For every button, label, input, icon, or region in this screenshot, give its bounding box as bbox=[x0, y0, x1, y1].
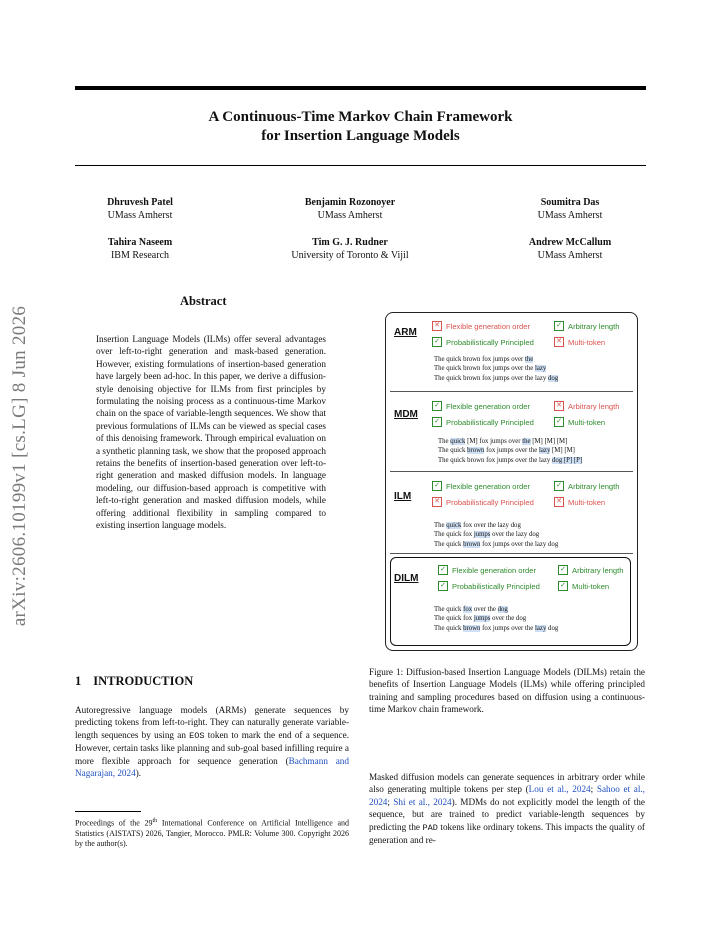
highlighted-token: the bbox=[525, 356, 534, 363]
panel-divider bbox=[390, 391, 633, 392]
example-sentence bbox=[434, 614, 526, 623]
highlighted-token: brown bbox=[467, 447, 485, 455]
footnote-rule bbox=[75, 811, 141, 812]
highlighted-token: brown bbox=[463, 540, 481, 548]
author-block bbox=[500, 236, 640, 262]
sentence-text: The quick bbox=[434, 606, 464, 613]
highlighted-token: quick bbox=[450, 438, 466, 445]
property-check bbox=[558, 565, 624, 575]
checkmark-icon: ✓ bbox=[554, 481, 564, 491]
title-top-rule bbox=[75, 86, 646, 90]
author-affiliation: UMass Amherst bbox=[537, 250, 603, 261]
checkmark-icon: ✓ bbox=[558, 581, 568, 591]
property-label: Probabilistically Principled bbox=[446, 337, 534, 347]
example-sentence bbox=[434, 364, 546, 373]
citation-link[interactable]: Shi et al., 2024 bbox=[393, 796, 452, 807]
sentence-text: The quick brown fox jumps over the bbox=[434, 365, 535, 373]
cross-icon: ✕ bbox=[554, 497, 564, 507]
intro-paragraph bbox=[75, 704, 349, 779]
property-cross bbox=[554, 497, 605, 507]
property-check bbox=[438, 581, 540, 591]
text-run: ; bbox=[387, 796, 394, 807]
abstract-heading: Abstract bbox=[180, 294, 227, 308]
sentence-text: The bbox=[438, 438, 451, 445]
cross-icon: ✕ bbox=[554, 401, 564, 411]
highlighted-token: dog bbox=[548, 374, 559, 382]
property-check bbox=[438, 565, 536, 575]
author-block bbox=[75, 236, 205, 262]
property-check bbox=[432, 401, 530, 411]
property-label: Probabilistically Principled bbox=[446, 497, 534, 507]
sentence-text: over the bbox=[472, 606, 498, 613]
panel-divider bbox=[390, 553, 633, 554]
property-cross bbox=[554, 401, 620, 411]
footnote bbox=[75, 816, 349, 849]
sentence-text: The quick brown fox jumps over bbox=[434, 356, 525, 363]
property-check bbox=[558, 581, 609, 591]
model-label-ilm: ILM bbox=[394, 491, 412, 502]
author-name: Tim G. J. Rudner bbox=[312, 237, 388, 248]
property-label: Arbitrary length bbox=[572, 565, 624, 575]
sentence-text: The bbox=[434, 522, 447, 529]
property-label: Probabilistically Principled bbox=[452, 581, 540, 591]
property-label: Arbitrary length bbox=[568, 401, 620, 411]
highlighted-token: lazy bbox=[535, 365, 547, 373]
highlighted-token: jumps bbox=[473, 615, 491, 623]
author-affiliation: UMass Amherst bbox=[317, 210, 383, 221]
highlighted-token: jumps bbox=[473, 531, 491, 539]
author-affiliation: University of Toronto & Vijil bbox=[291, 250, 409, 261]
highlighted-token: lazy bbox=[535, 624, 547, 632]
checkmark-icon: ✓ bbox=[554, 321, 564, 331]
example-sentence bbox=[434, 530, 539, 539]
example-sentence bbox=[438, 456, 582, 465]
paper-title bbox=[75, 108, 646, 146]
property-check bbox=[554, 321, 620, 331]
property-label: Flexible generation order bbox=[446, 321, 531, 331]
author-block bbox=[260, 196, 440, 222]
author-affiliation: UMass Amherst bbox=[537, 210, 603, 221]
sentence-text: fox jumps over the bbox=[484, 447, 540, 455]
title-bottom-rule bbox=[75, 165, 646, 166]
highlighted-token: dog bbox=[497, 606, 508, 613]
highlighted-token: the bbox=[522, 438, 531, 445]
example-sentence bbox=[434, 624, 558, 633]
highlighted-token: dog [P] [P] bbox=[552, 456, 583, 464]
text-run: Autoregressive language models (ARMs) generate sequences by predicting tokens from left-to-right. They can naturally generate variable-length sequences by using an bbox=[75, 705, 349, 740]
property-label: Probabilistically Principled bbox=[446, 417, 534, 427]
property-label: Flexible generation order bbox=[446, 401, 531, 411]
text-run: ; bbox=[590, 784, 597, 795]
sentence-text: fox over the lazy dog bbox=[461, 522, 521, 529]
property-label: Multi-token bbox=[568, 337, 606, 347]
example-sentence bbox=[434, 540, 558, 549]
example-sentence bbox=[434, 374, 558, 383]
sentence-text: The quick bbox=[434, 624, 464, 632]
sentence-text: [M] fox jumps over bbox=[465, 438, 523, 445]
example-sentence bbox=[434, 605, 508, 614]
author-name: Dhruvesh Patel bbox=[107, 197, 173, 208]
author-affiliation: UMass Amherst bbox=[107, 210, 173, 221]
property-label: Multi-token bbox=[568, 497, 606, 507]
property-check bbox=[554, 481, 620, 491]
property-label: Flexible generation order bbox=[446, 481, 531, 491]
text-run: ). MDMs do not explicitly model the length of the sequence, but are trained to predict variable-length sequences by predicting the bbox=[369, 796, 645, 832]
citation-link[interactable]: Bachmann and Nagarajan, 2024 bbox=[75, 755, 349, 779]
author-block bbox=[75, 196, 205, 222]
cross-icon: ✕ bbox=[554, 337, 564, 347]
sentence-text: [M] [M] bbox=[550, 447, 575, 455]
example-sentence bbox=[434, 355, 533, 364]
section-title: INTRODUCTION bbox=[93, 674, 194, 688]
sentence-text: The quick fox bbox=[434, 531, 474, 539]
cross-icon: ✕ bbox=[432, 321, 442, 331]
author-name: Soumitra Das bbox=[540, 197, 600, 208]
citation-link[interactable]: Sahoo et al., 2024 bbox=[369, 784, 645, 807]
model-label-dilm: DILM bbox=[394, 573, 419, 584]
property-check bbox=[432, 337, 534, 347]
sentence-text: The quick brown fox jumps over the lazy bbox=[438, 456, 553, 464]
checkmark-icon: ✓ bbox=[432, 481, 442, 491]
property-label: Arbitrary length bbox=[568, 481, 620, 491]
highlighted-token: lazy bbox=[539, 447, 551, 455]
sentence-text: over the lazy dog bbox=[490, 531, 540, 539]
model-label-arm: ARM bbox=[394, 327, 417, 338]
figure-1 bbox=[385, 312, 638, 651]
superscript: th bbox=[152, 818, 158, 824]
checkmark-icon: ✓ bbox=[432, 417, 442, 427]
property-cross bbox=[554, 337, 605, 347]
property-label: Multi-token bbox=[568, 417, 606, 427]
property-cross bbox=[432, 497, 534, 507]
property-label: Flexible generation order bbox=[452, 565, 537, 575]
author-block bbox=[500, 196, 640, 222]
checkmark-icon: ✓ bbox=[438, 565, 448, 575]
text-run: tokens like ordinary tokens. This impacts the quality of generation and re- bbox=[369, 821, 645, 846]
right-column-paragraph bbox=[369, 771, 645, 846]
author-name: Tahira Naseem bbox=[107, 237, 173, 248]
sentence-text: The quick bbox=[434, 540, 464, 548]
author-name: Benjamin Rozonoyer bbox=[304, 197, 396, 208]
sentence-text: fox jumps over the bbox=[480, 624, 536, 632]
example-sentence bbox=[438, 446, 575, 455]
property-check bbox=[432, 417, 534, 427]
sentence-text: dog bbox=[546, 624, 559, 632]
text-run: token to mark the end of a sequence. However, certain tasks like planning and sub-goal based infilling require a more flexible approach for sequence generation ( bbox=[75, 729, 349, 766]
title-line-2: for Insertion Language Models bbox=[261, 128, 460, 144]
pad-token: PAD bbox=[422, 822, 438, 833]
checkmark-icon: ✓ bbox=[438, 581, 448, 591]
section-heading-introduction bbox=[75, 674, 193, 689]
sentence-text: fox jumps over the lazy dog bbox=[480, 540, 559, 548]
sentence-text: over the dog bbox=[490, 615, 527, 623]
author-affiliation: IBM Research bbox=[110, 250, 170, 261]
checkmark-icon: ✓ bbox=[432, 401, 442, 411]
sentence-text: The quick bbox=[438, 447, 468, 455]
cross-icon: ✕ bbox=[432, 497, 442, 507]
checkmark-icon: ✓ bbox=[558, 565, 568, 575]
highlighted-token: brown bbox=[463, 624, 481, 632]
sentence-text: The quick fox bbox=[434, 615, 474, 623]
property-label: Arbitrary length bbox=[568, 321, 620, 331]
eos-token: EOS bbox=[189, 730, 205, 741]
property-label: Multi-token bbox=[572, 581, 610, 591]
property-cross bbox=[432, 321, 530, 331]
example-sentence bbox=[438, 437, 567, 446]
text-run: ). bbox=[135, 768, 142, 779]
title-line-1: A Continuous-Time Markov Chain Framework bbox=[208, 109, 513, 125]
sentence-text: [M] [M] [M] bbox=[530, 438, 568, 445]
example-sentence bbox=[434, 521, 521, 530]
highlighted-token: fox bbox=[463, 606, 473, 613]
panel-divider bbox=[390, 471, 633, 472]
sentence-text: The quick brown fox jumps over the lazy bbox=[434, 374, 549, 382]
property-check bbox=[554, 417, 605, 427]
text-run: Masked diffusion models can generate sequences in arbitrary order while also generating multiple tokens per step ( bbox=[369, 772, 645, 795]
checkmark-icon: ✓ bbox=[554, 417, 564, 427]
text-run: International Conference on Artificial Intelligence and Statistics (AISTATS) 2026, Tangier, Morocco. PMLR: Volume 300. Copyright 2026 by the author(s). bbox=[75, 818, 349, 849]
section-number: 1 bbox=[75, 674, 82, 688]
abstract-text: Insertion Language Models (ILMs) offer several advantages over left-to-right generation and mask-based generation. However, existing formulations of insertion-based generation have largely been ad-hoc. In this paper, we derive a diffusion-style denoising objective for ILMs from first principles by formulating the noising process as a continuous-time Markov chain on the space of variable-length sequences. We show that previous formulations of ILMs can be viewed as special cases of this denoising framework. Through empirical evaluation on a synthetic planning task, we show that the proposed approach retains the benefits of insertion-based generation over left-to-right generation and masked diffusion models. In language modeling, our diffusion-based approach is competitive with left-to-right generation and masked diffusion models, while offering additional flexibility in sampling compared to existing insertion language models. bbox=[96, 334, 326, 531]
arxiv-stamp: arXiv:2606.10199v1 [cs.LG] 8 Jun 2026 bbox=[9, 305, 30, 627]
property-check bbox=[432, 481, 530, 491]
checkmark-icon: ✓ bbox=[432, 337, 442, 347]
text-run: Proceedings of the 29 bbox=[75, 818, 153, 828]
author-block bbox=[255, 236, 445, 262]
author-name: Andrew McCallum bbox=[528, 237, 612, 248]
highlighted-token: quick bbox=[446, 522, 462, 529]
figure-caption: Figure 1: Diffusion-based Insertion Language Models (DILMs) retain the benefits of Insertion Language Models (ILMs) while offering principled training and sampling procedures based on diffusion using a continuous-time Markov chain framework. bbox=[369, 667, 645, 715]
citation-link[interactable]: Lou et al., 2024 bbox=[528, 784, 591, 795]
model-label-mdm: MDM bbox=[394, 409, 418, 420]
